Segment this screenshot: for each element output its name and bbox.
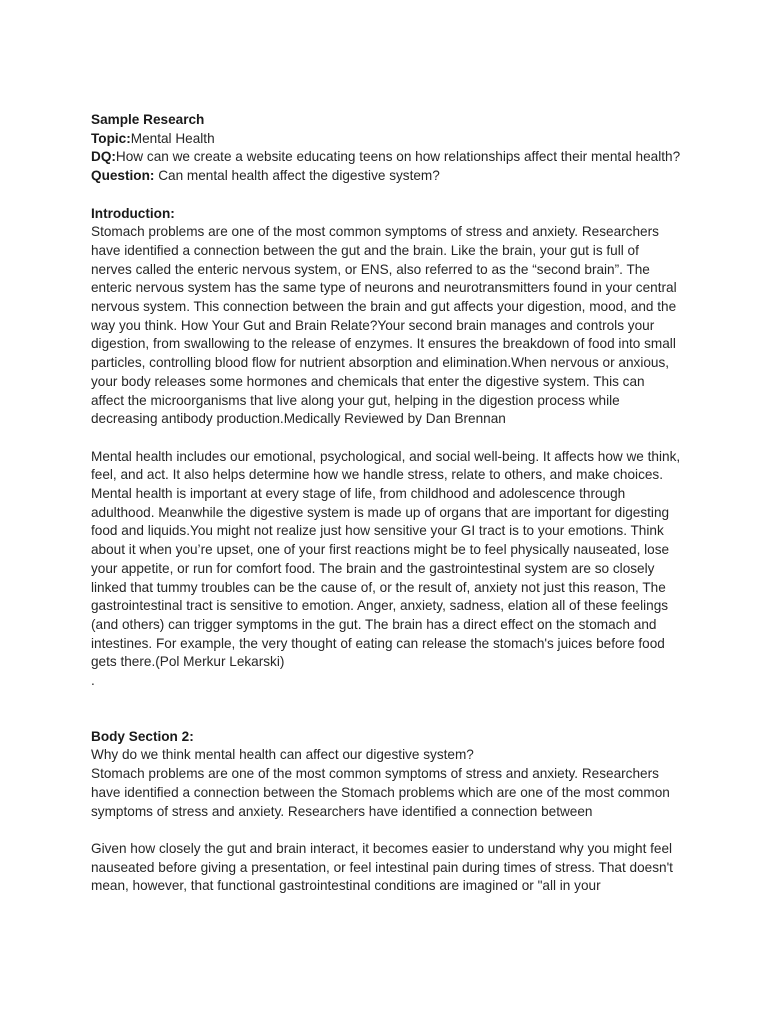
question-value: Can mental health affect the digestive system? bbox=[154, 168, 440, 184]
topic-line bbox=[91, 130, 681, 149]
introduction-paragraph-2: Mental health includes our emotional, psychological, and social well-being. It affects how we think, feel, and act. It also helps determine how we handle stress, relate to others, and make choices. Mental health is important at every stage of life, from childhood and adolescence through adulthood. Meanwhile the digestive system is made up of organs that are important for digesting food and liquids.You might not realize just how sensitive your GI tract is to your emotions. Think about it when you’re upset, one of your first reactions might be to feel physically nauseated, lose your appetite, or run for comfort food. The brain and the gastrointestinal system are so closely linked that tummy troubles can be the cause of, or the result of, anxiety not just this reason, The gastrointestinal tract is sensitive to emotion. Anger, anxiety, sadness, elation all of these feelings (and others) can trigger symptoms in the gut. The brain has a direct effect on the stomach and intestines. For example, the very thought of eating can release the stomach's juices before food gets there.(Pol Merkur Lekarski) bbox=[91, 448, 681, 670]
body-section-2-paragraph-2: Given how closely the gut and brain interact, it becomes easier to understand why you might feel nauseated before giving a presentation, or feel intestinal pain during times of stress. That doesn't mean, however, that functional gastrointestinal conditions are imagined or "all in your bbox=[91, 840, 673, 894]
topic-label: Topic: bbox=[91, 130, 131, 146]
dq-label: DQ: bbox=[91, 149, 116, 165]
question-line bbox=[91, 167, 681, 186]
spacer bbox=[91, 691, 681, 728]
introduction-paragraph-1: Stomach problems are one of the most common symptoms of stress and anxiety. Researchers have identified a connection between the gut and the brain. Like the brain, your gut is full of nerves called the enteric nervous system, or ENS, also referred to as the “second brain”. The enteric nervous system has the same type of neurons and neurotransmitters found in your central nervous system. This connection between the brain and gut affects your digestion, mood, and the way you think. How Your Gut and Brain Relate?Your second brain manages and controls your digestion, from swallowing to the release of enzymes. It ensures the breakdown of food into small particles, controlling blood flow for nutrient absorption and elimination.When nervous or anxious, your body releases some hormones and chemicals that enter the digestive system. This can affect the microorganisms that live along your gut, helping in the digestion process while decreasing antibody production.Medically Reviewed by Dan Brennan bbox=[91, 224, 677, 427]
introduction-heading: Introduction: bbox=[91, 205, 175, 221]
document-page bbox=[91, 111, 681, 896]
question-label: Question: bbox=[91, 168, 155, 184]
spacer bbox=[91, 429, 681, 448]
body-section-2-paragraph-1: Stomach problems are one of the most common symptoms of stress and anxiety. Researchers have identified a connection between the Stomach problems which are one of the most common symptoms of stress and anxiety. Researchers have identified a connection between bbox=[91, 766, 670, 819]
dq-value: How can we create a website educating teens on how relationships affect their mental health? bbox=[115, 149, 681, 165]
spacer bbox=[91, 186, 681, 205]
stray-dot: . bbox=[91, 673, 95, 689]
topic-value: Mental Health bbox=[130, 130, 215, 146]
dq-line bbox=[91, 148, 681, 167]
document-title: Sample Research bbox=[91, 112, 205, 127]
spacer bbox=[91, 821, 681, 840]
body-section-2-question: Why do we think mental health can affect our digestive system? bbox=[91, 747, 474, 763]
body-section-2-heading: Body Section 2: bbox=[91, 728, 194, 744]
